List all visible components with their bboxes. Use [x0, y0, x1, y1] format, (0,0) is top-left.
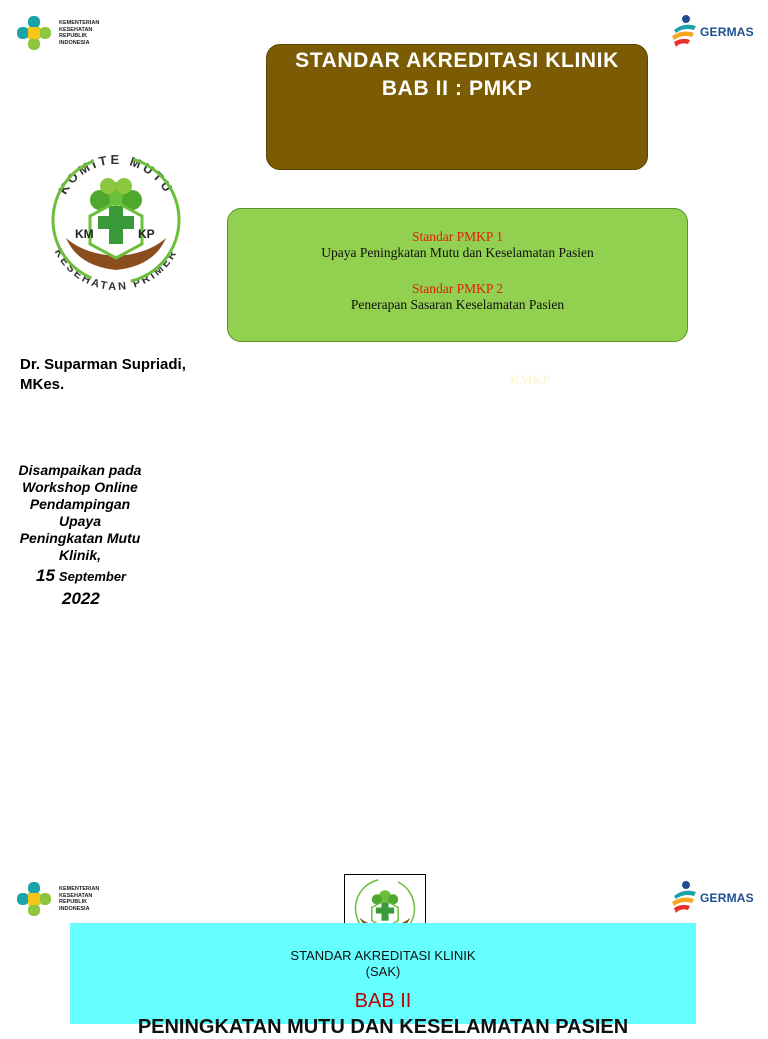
germas-logo-2: [668, 880, 754, 916]
kemenkes-text: KEMENTERIAN KESEHATAN REPUBLIK INDONESIA: [59, 20, 100, 46]
svg-text:KESEHATAN PRIMER: KESEHATAN PRIMER: [51, 246, 181, 294]
title-line-2: BAB II : PMKP: [381, 77, 533, 100]
germas-text-2: GERMAS: [700, 891, 754, 905]
germas-figure-icon: [668, 880, 698, 916]
kmkp-logo: [38, 142, 194, 298]
standard-1-label: Standar PMKP 1: [411, 229, 503, 244]
date-day-month: 15 September: [36, 566, 127, 585]
svg-text:KP: KP: [138, 227, 155, 241]
kemenkes-logo: [15, 14, 99, 52]
delivered-note: Disampaikan pada Workshop Online Pendampingan Upaya Peningkatan Mutu Klinik,: [18, 462, 142, 563]
standards-box: [227, 208, 688, 342]
svg-text:KM: KM: [75, 227, 94, 241]
sak-title: STANDAR AKREDITASI KLINIK (SAK): [290, 948, 476, 979]
svg-text:KOMITE MUTU: KOMITE MUTU: [55, 151, 177, 197]
chapter-title-cut: PENINGKATAN MUTU DAN KESELAMATAN PASIEN: [137, 1016, 629, 1038]
date-year: 2022: [62, 589, 100, 608]
germas-logo: [668, 14, 754, 50]
title-line-1: STANDAR AKREDITASI KLINIK: [295, 49, 619, 72]
kmkp-emblem-icon: [38, 142, 194, 298]
standard-2-description: Penerapan Sasaran Keselamatan Pasien: [350, 297, 565, 312]
kemenkes-emblem-icon: [15, 14, 53, 52]
kemenkes-text-2: KEMENTERIAN KESEHATAN REPUBLIK INDONESIA: [59, 886, 100, 912]
bab-heading: BAB II: [354, 990, 412, 1012]
kemenkes-emblem-icon: [15, 880, 53, 918]
standard-2-label: Standar PMKP 2: [411, 281, 503, 296]
germas-text: GERMAS: [700, 25, 754, 39]
faint-watermark-text: KMKP: [510, 372, 551, 387]
standard-1-description: Upaya Peningkatan Mutu dan Keselamatan Pasien: [321, 245, 594, 260]
kemenkes-logo-2: [15, 880, 99, 918]
title-box: [266, 44, 648, 170]
presenter-name: Dr. Suparman Supriadi, MKes.: [20, 356, 186, 393]
germas-figure-icon: [668, 14, 698, 50]
